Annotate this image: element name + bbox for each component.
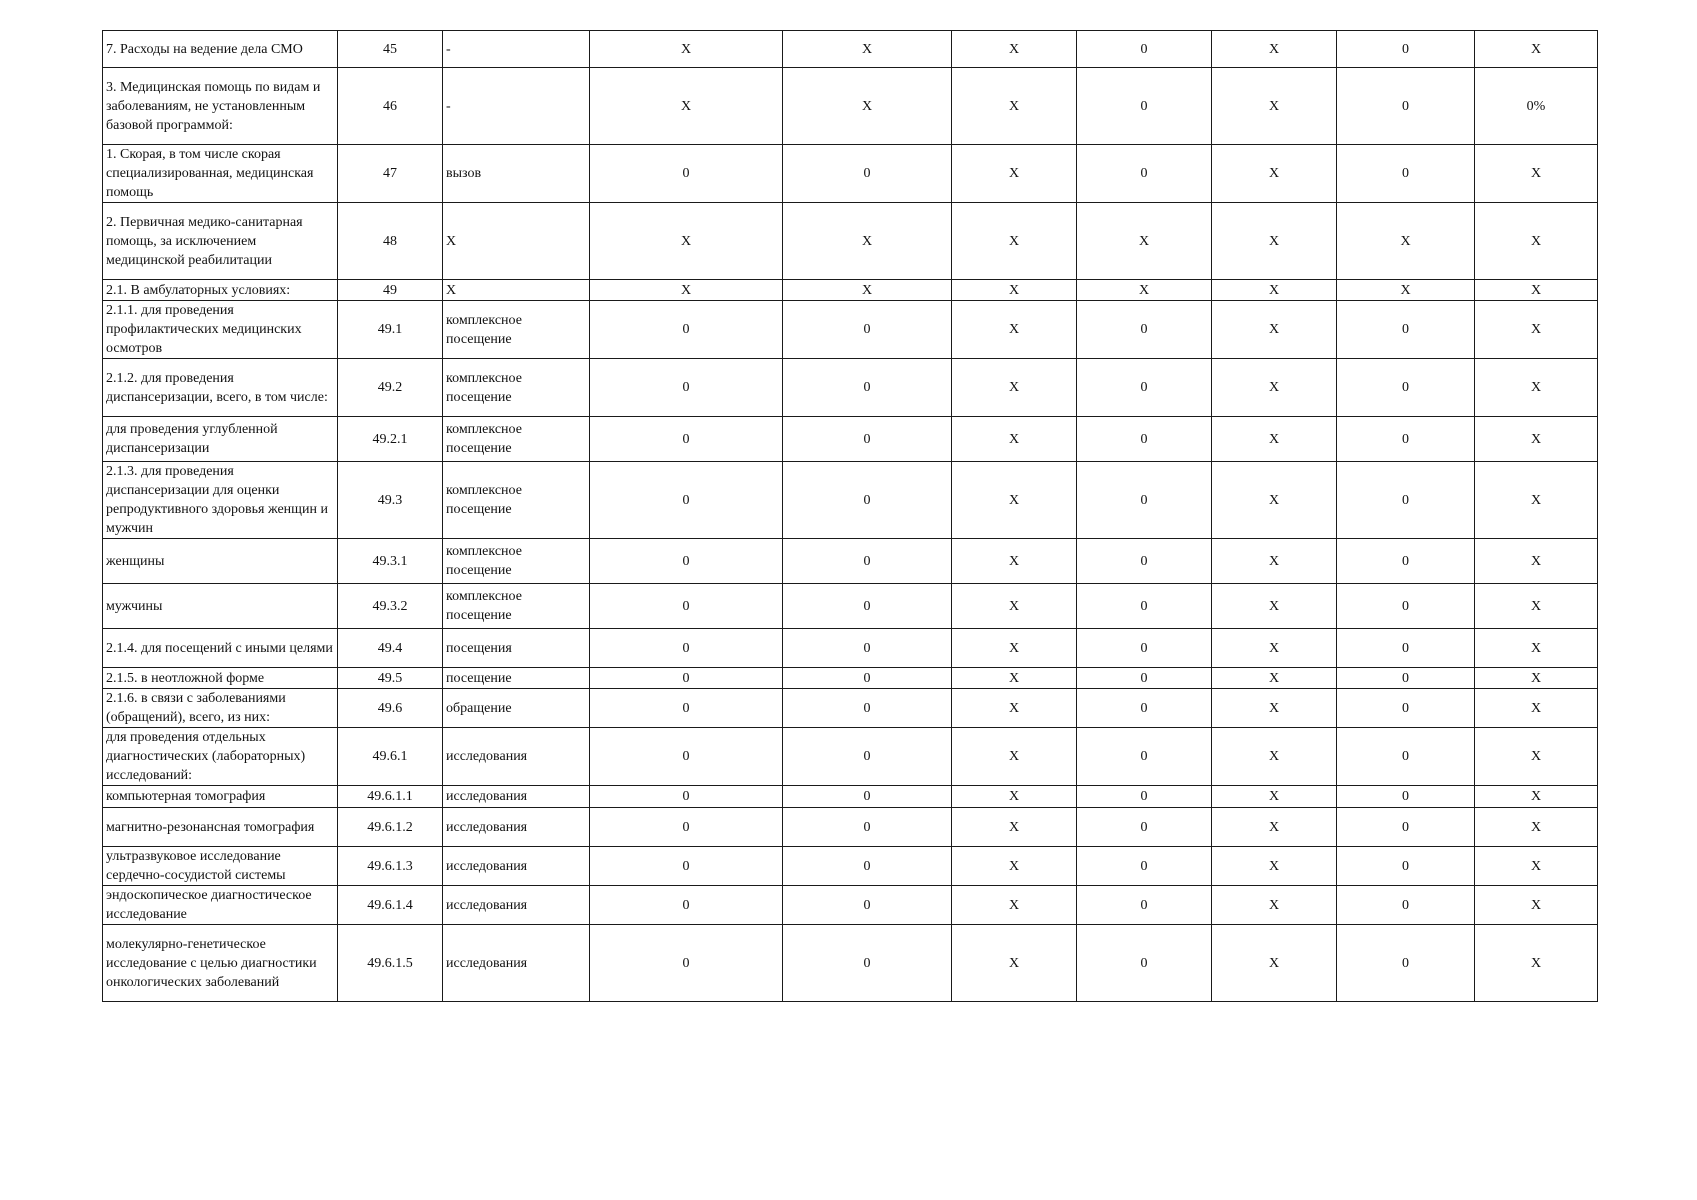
row-value-cell: X — [952, 689, 1077, 728]
table-row — [103, 145, 1598, 203]
row-value-cell: 0 — [783, 728, 952, 786]
row-name-cell: для проведения углубленной диспансеризации — [103, 417, 338, 462]
row-value-cell: 0 — [783, 417, 952, 462]
row-code-cell: 49 — [338, 280, 443, 301]
row-code-cell: 49.3 — [338, 462, 443, 539]
row-code-cell: 47 — [338, 145, 443, 203]
row-value-cell: X — [1077, 280, 1212, 301]
row-value-cell: 0 — [783, 539, 952, 584]
row-value-cell: X — [1475, 417, 1598, 462]
row-value-cell: 0 — [783, 301, 952, 359]
row-value-cell: 0 — [1337, 359, 1475, 417]
row-name-cell: 7. Расходы на ведение дела СМО — [103, 31, 338, 68]
row-value-cell: X — [952, 847, 1077, 886]
row-value-cell: 0 — [1077, 584, 1212, 629]
row-value-cell: 0 — [783, 629, 952, 668]
table-row — [103, 280, 1598, 301]
row-value-cell: 0 — [1337, 31, 1475, 68]
row-value-cell: 0 — [1337, 786, 1475, 808]
row-value-cell: 0 — [1077, 145, 1212, 203]
row-unit-cell: X — [443, 280, 590, 301]
table-row — [103, 808, 1598, 847]
row-unit-cell: исследования — [443, 925, 590, 1002]
row-unit-cell: - — [443, 68, 590, 145]
row-unit-cell: комплексное посещение — [443, 417, 590, 462]
row-code-cell: 46 — [338, 68, 443, 145]
row-unit-cell: комплексное посещение — [443, 301, 590, 359]
row-value-cell: 0 — [1077, 301, 1212, 359]
row-value-cell: X — [1475, 359, 1598, 417]
row-unit-cell: комплексное посещение — [443, 462, 590, 539]
row-code-cell: 49.4 — [338, 629, 443, 668]
row-name-cell: эндоскопическое диагностическое исследование — [103, 886, 338, 925]
row-value-cell: X — [1475, 584, 1598, 629]
row-value-cell: X — [783, 31, 952, 68]
row-value-cell: 0 — [1077, 68, 1212, 145]
row-value-cell: 0 — [590, 728, 783, 786]
row-value-cell: 0 — [783, 145, 952, 203]
row-name-cell: 2. Первичная медико-санитарная помощь, за исключением медицинской реабилитации — [103, 203, 338, 280]
row-value-cell: 0 — [783, 886, 952, 925]
row-value-cell: X — [1475, 280, 1598, 301]
row-value-cell: 0 — [1337, 145, 1475, 203]
row-value-cell: X — [952, 539, 1077, 584]
row-unit-cell: комплексное посещение — [443, 539, 590, 584]
row-unit-cell: вызов — [443, 145, 590, 203]
table-row — [103, 31, 1598, 68]
table-row — [103, 668, 1598, 689]
row-value-cell: 0 — [590, 301, 783, 359]
row-name-cell: мужчины — [103, 584, 338, 629]
row-value-cell: 0 — [783, 689, 952, 728]
row-value-cell: X — [952, 668, 1077, 689]
row-value-cell: X — [590, 68, 783, 145]
row-name-cell: 2.1.6. в связи с заболеваниями (обращений), всего, из них: — [103, 689, 338, 728]
row-value-cell: 0 — [590, 462, 783, 539]
row-value-cell: 0 — [1077, 886, 1212, 925]
row-value-cell: 0 — [590, 786, 783, 808]
row-value-cell: X — [952, 359, 1077, 417]
row-value-cell: X — [1212, 359, 1337, 417]
row-value-cell: X — [1475, 629, 1598, 668]
row-value-cell: X — [1212, 68, 1337, 145]
row-value-cell: X — [952, 584, 1077, 629]
row-value-cell: 0 — [1337, 462, 1475, 539]
row-value-cell: 0 — [1337, 886, 1475, 925]
row-value-cell: X — [952, 808, 1077, 847]
row-code-cell: 49.1 — [338, 301, 443, 359]
table-row — [103, 886, 1598, 925]
row-value-cell: 0% — [1475, 68, 1598, 145]
row-value-cell: 0 — [1077, 689, 1212, 728]
row-unit-cell: исследования — [443, 786, 590, 808]
row-value-cell: 0 — [1077, 417, 1212, 462]
row-name-cell: 3. Медицинская помощь по видам и заболеваниям, не установленным базовой программой: — [103, 68, 338, 145]
row-value-cell: X — [1475, 886, 1598, 925]
row-value-cell: X — [952, 786, 1077, 808]
row-value-cell: X — [1475, 808, 1598, 847]
row-value-cell: 0 — [1077, 728, 1212, 786]
row-value-cell: X — [1475, 728, 1598, 786]
row-name-cell: 1. Скорая, в том числе скорая специализированная, медицинская помощь — [103, 145, 338, 203]
row-name-cell: 2.1.2. для проведения диспансеризации, всего, в том числе: — [103, 359, 338, 417]
row-value-cell: X — [1475, 689, 1598, 728]
row-value-cell: X — [952, 68, 1077, 145]
row-value-cell: 0 — [1077, 668, 1212, 689]
row-value-cell: 0 — [1337, 629, 1475, 668]
row-value-cell: X — [1337, 203, 1475, 280]
row-value-cell: X — [1212, 629, 1337, 668]
row-code-cell: 49.2.1 — [338, 417, 443, 462]
row-value-cell: 0 — [590, 584, 783, 629]
row-value-cell: 0 — [590, 539, 783, 584]
row-name-cell: компьютерная томография — [103, 786, 338, 808]
row-value-cell: 0 — [1337, 668, 1475, 689]
row-value-cell: 0 — [1077, 31, 1212, 68]
row-name-cell: ультразвуковое исследование сердечно-сосудистой системы — [103, 847, 338, 886]
row-value-cell: 0 — [1077, 629, 1212, 668]
row-value-cell: X — [1077, 203, 1212, 280]
row-code-cell: 49.3.2 — [338, 584, 443, 629]
data-table — [102, 30, 1598, 1002]
row-value-cell: 0 — [1077, 539, 1212, 584]
row-value-cell: X — [952, 417, 1077, 462]
row-value-cell: X — [1475, 462, 1598, 539]
row-value-cell: 0 — [1337, 301, 1475, 359]
row-value-cell: 0 — [1337, 584, 1475, 629]
row-code-cell: 49.6.1.3 — [338, 847, 443, 886]
row-value-cell: X — [783, 68, 952, 145]
row-value-cell: 0 — [1337, 68, 1475, 145]
row-value-cell: 0 — [590, 886, 783, 925]
row-value-cell: X — [1475, 786, 1598, 808]
row-value-cell: X — [1475, 145, 1598, 203]
table-row — [103, 925, 1598, 1002]
row-value-cell: X — [952, 886, 1077, 925]
table-body — [103, 31, 1598, 1002]
row-value-cell: X — [1212, 668, 1337, 689]
row-code-cell: 49.3.1 — [338, 539, 443, 584]
row-value-cell: 0 — [1337, 808, 1475, 847]
row-value-cell: 0 — [1337, 417, 1475, 462]
row-value-cell: 0 — [590, 925, 783, 1002]
row-name-cell: 2.1.4. для посещений с иными целями — [103, 629, 338, 668]
row-value-cell: X — [1475, 668, 1598, 689]
row-name-cell: 2.1. В амбулаторных условиях: — [103, 280, 338, 301]
table-row — [103, 68, 1598, 145]
row-name-cell: 2.1.3. для проведения диспансеризации для оценки репродуктивного здоровья женщин и мужчин — [103, 462, 338, 539]
row-value-cell: 0 — [1337, 539, 1475, 584]
table-row — [103, 728, 1598, 786]
row-value-cell: X — [1475, 925, 1598, 1002]
row-value-cell: X — [1212, 584, 1337, 629]
row-code-cell: 49.6.1.5 — [338, 925, 443, 1002]
row-name-cell: 2.1.5. в неотложной форме — [103, 668, 338, 689]
row-value-cell: X — [1212, 728, 1337, 786]
row-value-cell: X — [1212, 886, 1337, 925]
row-value-cell: X — [952, 728, 1077, 786]
row-value-cell: X — [1212, 808, 1337, 847]
row-unit-cell: исследования — [443, 847, 590, 886]
table-row — [103, 301, 1598, 359]
row-value-cell: X — [1475, 31, 1598, 68]
row-value-cell: 0 — [1077, 925, 1212, 1002]
row-unit-cell: посещения — [443, 629, 590, 668]
row-value-cell: X — [783, 203, 952, 280]
row-value-cell: X — [952, 203, 1077, 280]
row-value-cell: X — [952, 31, 1077, 68]
row-value-cell: X — [783, 280, 952, 301]
row-unit-cell: X — [443, 203, 590, 280]
row-unit-cell: посещение — [443, 668, 590, 689]
row-value-cell: X — [1475, 203, 1598, 280]
row-value-cell: 0 — [590, 668, 783, 689]
row-value-cell: 0 — [590, 359, 783, 417]
row-code-cell: 49.6.1 — [338, 728, 443, 786]
row-value-cell: 0 — [590, 689, 783, 728]
row-value-cell: X — [952, 145, 1077, 203]
row-value-cell: X — [1212, 203, 1337, 280]
table-row — [103, 417, 1598, 462]
row-value-cell: 0 — [590, 417, 783, 462]
row-value-cell: X — [590, 203, 783, 280]
row-value-cell: 0 — [1077, 462, 1212, 539]
row-value-cell: X — [1212, 31, 1337, 68]
row-value-cell: 0 — [1337, 847, 1475, 886]
row-code-cell: 49.6.1.1 — [338, 786, 443, 808]
row-value-cell: 0 — [1337, 925, 1475, 1002]
row-unit-cell: комплексное посещение — [443, 584, 590, 629]
row-code-cell: 49.6.1.2 — [338, 808, 443, 847]
row-name-cell: магнитно-резонансная томография — [103, 808, 338, 847]
row-value-cell: 0 — [1077, 847, 1212, 886]
row-value-cell: X — [1212, 462, 1337, 539]
row-name-cell: для проведения отдельных диагностических (лабораторных) исследований: — [103, 728, 338, 786]
row-value-cell: X — [1212, 280, 1337, 301]
row-value-cell: 0 — [1337, 689, 1475, 728]
row-unit-cell: обращение — [443, 689, 590, 728]
row-value-cell: X — [590, 31, 783, 68]
table-row — [103, 689, 1598, 728]
row-value-cell: X — [1212, 689, 1337, 728]
table-row — [103, 786, 1598, 808]
table-row — [103, 359, 1598, 417]
row-name-cell: молекулярно-генетическое исследование с целью диагностики онкологических заболеваний — [103, 925, 338, 1002]
document-page — [102, 30, 1598, 1002]
row-value-cell: X — [952, 629, 1077, 668]
row-value-cell: X — [1337, 280, 1475, 301]
row-value-cell: X — [1212, 847, 1337, 886]
row-unit-cell: исследования — [443, 808, 590, 847]
row-code-cell: 49.6 — [338, 689, 443, 728]
row-value-cell: 0 — [1077, 359, 1212, 417]
row-code-cell: 48 — [338, 203, 443, 280]
row-value-cell: 0 — [1077, 786, 1212, 808]
row-code-cell: 49.5 — [338, 668, 443, 689]
row-value-cell: 0 — [590, 629, 783, 668]
row-value-cell: 0 — [783, 786, 952, 808]
row-value-cell: X — [1475, 847, 1598, 886]
row-value-cell: 0 — [1077, 808, 1212, 847]
row-unit-cell: исследования — [443, 886, 590, 925]
row-value-cell: 0 — [783, 808, 952, 847]
row-value-cell: X — [1212, 417, 1337, 462]
row-value-cell: 0 — [783, 847, 952, 886]
row-unit-cell: комплексное посещение — [443, 359, 590, 417]
table-row — [103, 629, 1598, 668]
row-value-cell: X — [1475, 301, 1598, 359]
row-value-cell: 0 — [590, 145, 783, 203]
row-code-cell: 49.2 — [338, 359, 443, 417]
row-value-cell: 0 — [783, 925, 952, 1002]
table-row — [103, 462, 1598, 539]
row-value-cell: 0 — [1337, 728, 1475, 786]
row-value-cell: X — [590, 280, 783, 301]
row-name-cell: женщины — [103, 539, 338, 584]
row-value-cell: 0 — [783, 584, 952, 629]
row-value-cell: 0 — [590, 808, 783, 847]
row-value-cell: 0 — [783, 668, 952, 689]
row-value-cell: X — [952, 462, 1077, 539]
row-value-cell: X — [1212, 145, 1337, 203]
row-value-cell: X — [1475, 539, 1598, 584]
table-row — [103, 847, 1598, 886]
row-code-cell: 49.6.1.4 — [338, 886, 443, 925]
row-value-cell: X — [1212, 925, 1337, 1002]
table-row — [103, 584, 1598, 629]
row-value-cell: X — [952, 925, 1077, 1002]
row-name-cell: 2.1.1. для проведения профилактических медицинских осмотров — [103, 301, 338, 359]
row-value-cell: 0 — [783, 462, 952, 539]
row-value-cell: X — [1212, 539, 1337, 584]
row-value-cell: X — [952, 280, 1077, 301]
row-unit-cell: исследования — [443, 728, 590, 786]
row-value-cell: X — [952, 301, 1077, 359]
row-value-cell: 0 — [590, 847, 783, 886]
row-value-cell: X — [1212, 786, 1337, 808]
row-value-cell: X — [1212, 301, 1337, 359]
row-unit-cell: - — [443, 31, 590, 68]
row-value-cell: 0 — [783, 359, 952, 417]
table-row — [103, 203, 1598, 280]
row-code-cell: 45 — [338, 31, 443, 68]
table-row — [103, 539, 1598, 584]
